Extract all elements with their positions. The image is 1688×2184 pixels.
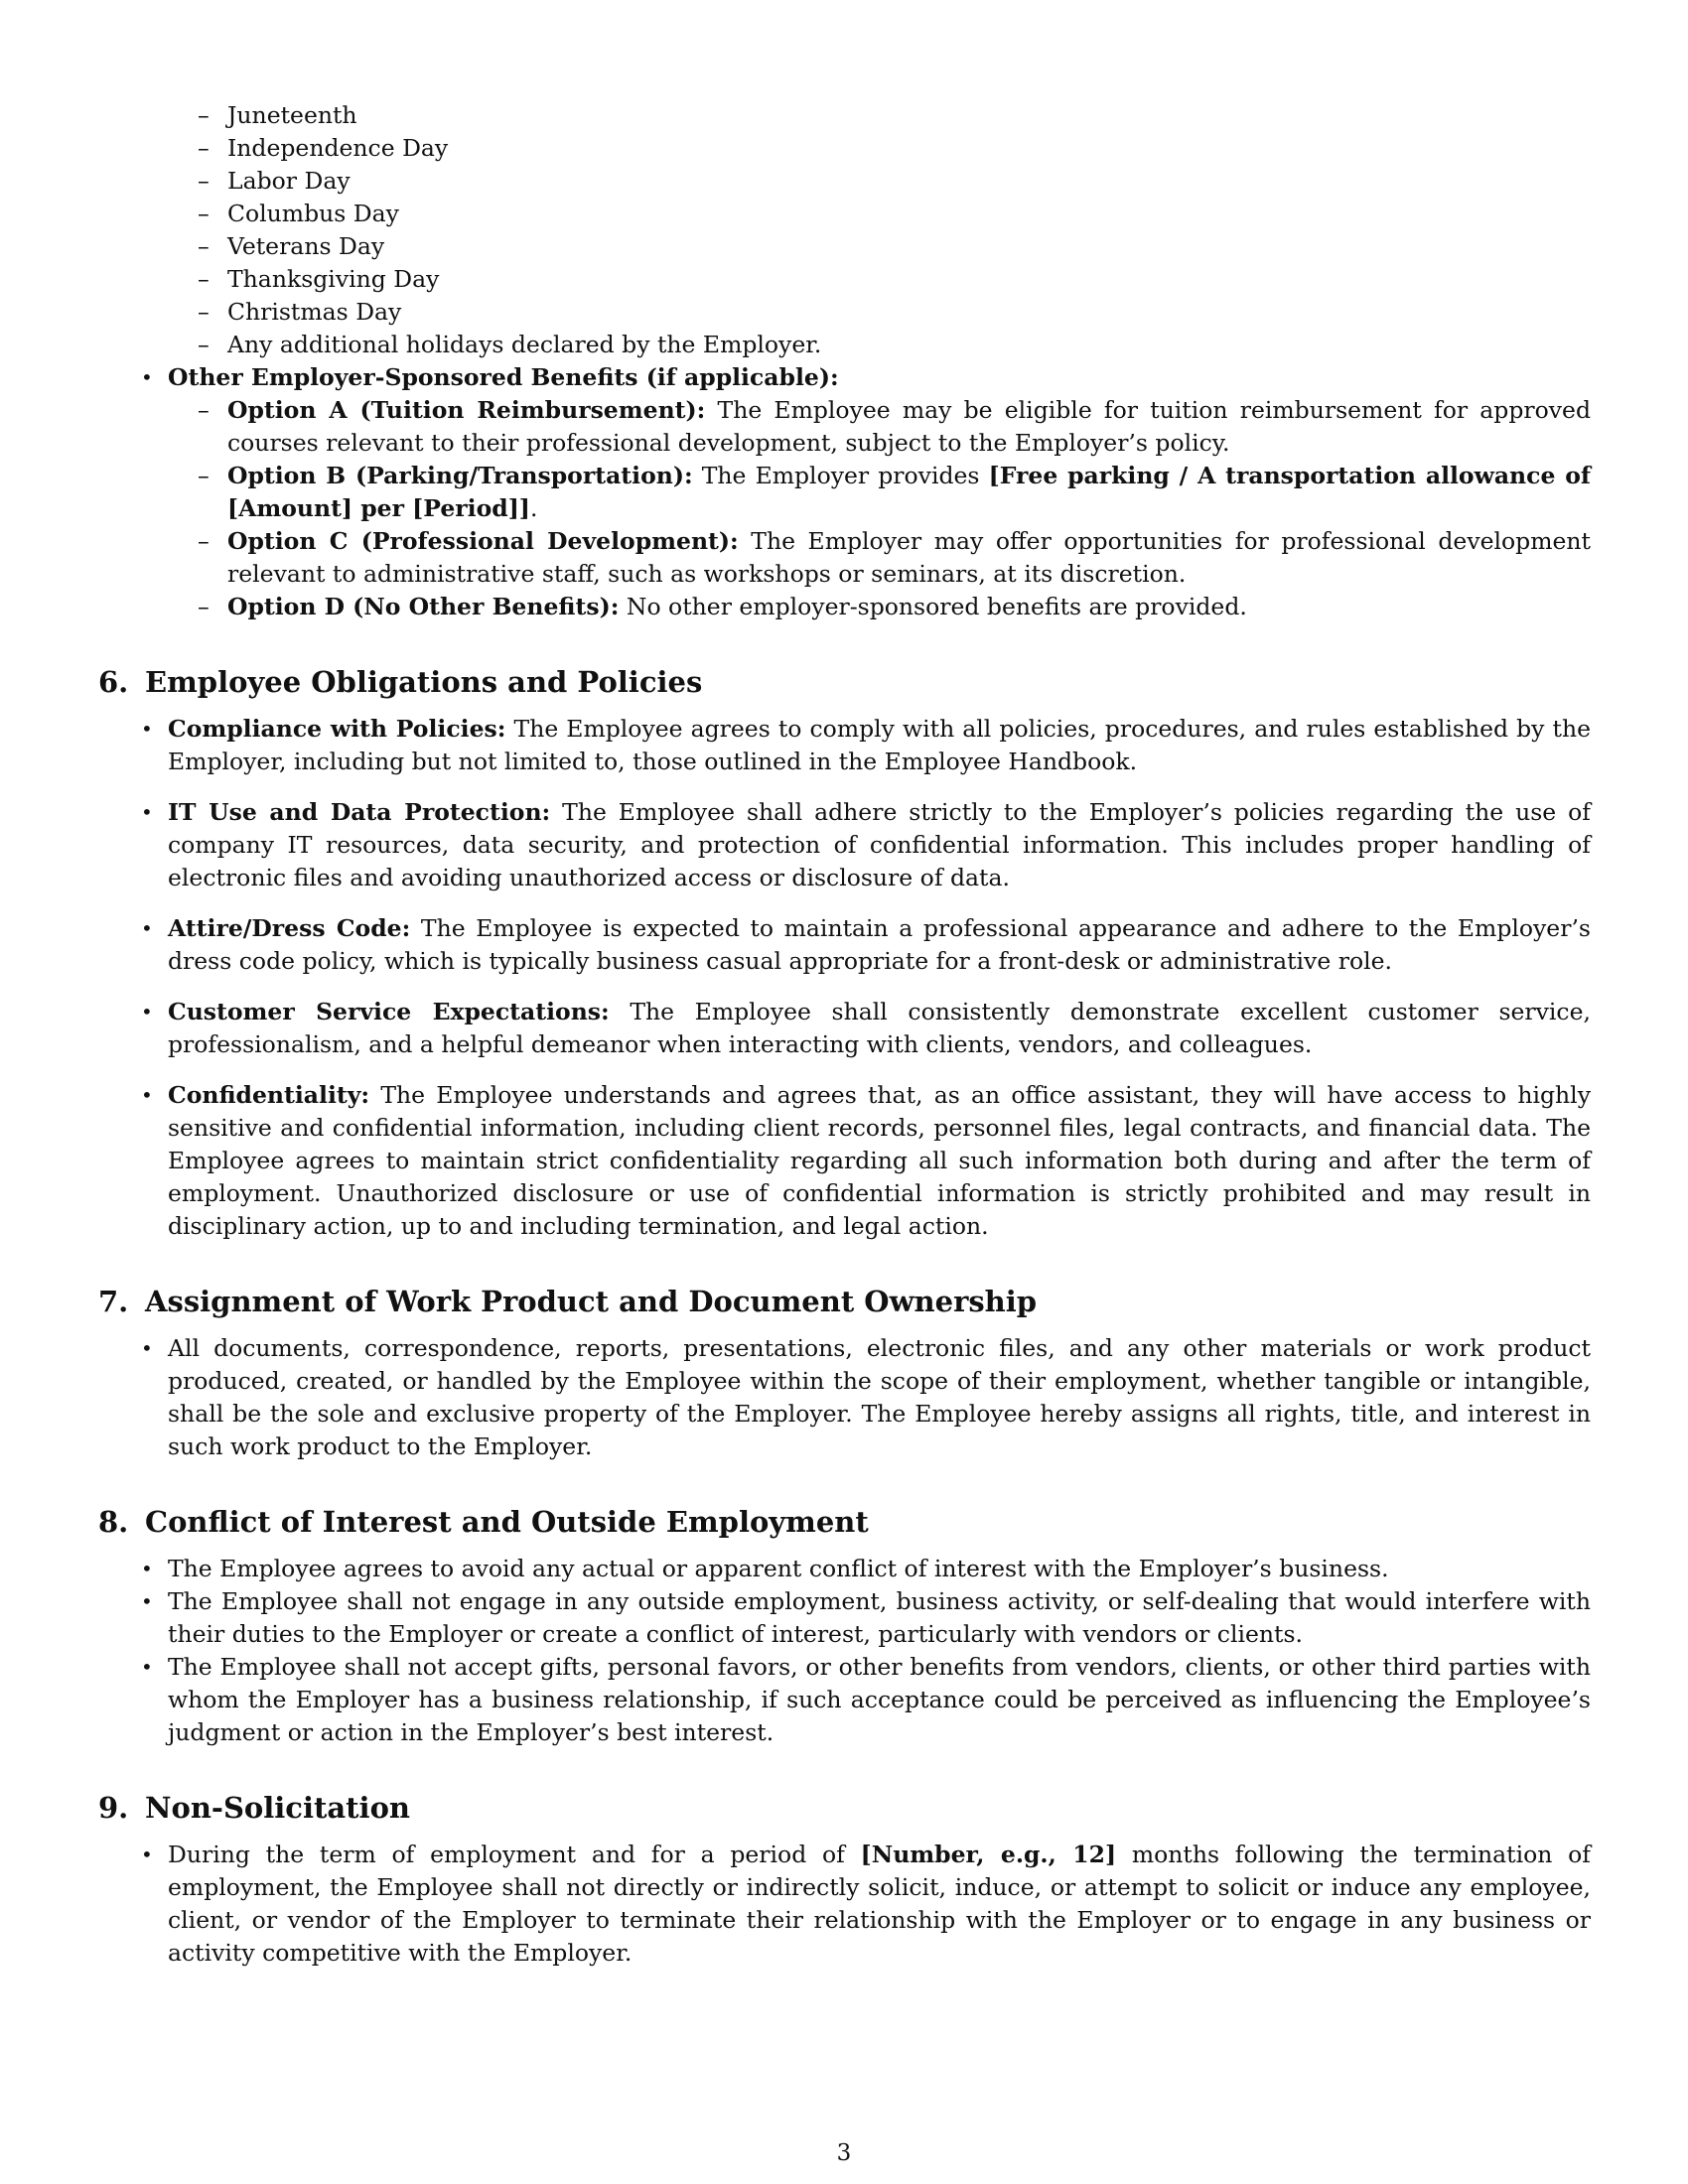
section-9-heading — [98, 1789, 1591, 1827]
other-benefits-item — [168, 361, 1591, 623]
item-placeholder: [Number, e.g., 12] — [860, 1841, 1117, 1868]
item-text: The Employee agrees to comply with all policies, procedures, and rules established by the Employer, including but not limited to, those outlined in the Employee Handbook. — [168, 715, 1591, 775]
section-title: Conflict of Interest and Outside Employment — [145, 1505, 869, 1539]
section-6-list — [98, 713, 1591, 1243]
item-label: Compliance with Policies: — [168, 715, 506, 743]
section-9-list — [98, 1839, 1591, 1970]
option-d-label: Option D (No Other Benefits): — [227, 593, 620, 620]
section-8-heading — [98, 1503, 1591, 1541]
list-item: • All documents, correspondence, reports, presentations, electronic files, and any other materials or work product produced, created, or handled by the Employee within the scope of their employment, whether tangible or intangible, shall be the sole and exclusive property of the Employer. The Employee hereby assigns all rights, title, and interest in such work product to the Employer. — [168, 1332, 1591, 1463]
holiday-item: – Thanksgiving Day — [227, 263, 1591, 296]
page-number: 3 — [836, 2140, 852, 2166]
holiday-item: – Christmas Day — [227, 296, 1591, 329]
section-title: Employee Obligations and Policies — [145, 665, 703, 699]
option-b-text: The Employer provides — [701, 462, 989, 489]
option-c-label: Option C (Professional Development): — [227, 527, 739, 555]
option-b-end: . — [529, 494, 538, 522]
other-benefits-list — [98, 361, 1591, 623]
item-label: IT Use and Data Protection: — [168, 798, 551, 826]
list-item — [168, 1079, 1591, 1243]
section-title: Non-Solicitation — [145, 1791, 410, 1825]
holiday-item: – Juneteenth — [227, 99, 1591, 132]
item-label: Customer Service Expectations: — [168, 998, 610, 1025]
holiday-item: – Labor Day — [227, 165, 1591, 198]
other-benefits-heading: Other Employer-Sponsored Benefits (if applicable): — [168, 363, 839, 391]
section-title: Assignment of Work Product and Document Ownership — [145, 1285, 1038, 1318]
option-a — [227, 394, 1591, 460]
list-item: • The Employee shall not accept gifts, personal favors, or other benefits from vendors, clients, or other third parties with whom the Employer has a business relationship, if such acceptance could be perceived as influencing the Employee’s judgment or action in the Employer’s best interest. — [168, 1651, 1591, 1749]
benefit-options-list — [168, 394, 1591, 623]
item-text: The Employee shall consistently demonstrate excellent customer service, professionalism, and a helpful demeanor when interacting with clients, vendors, and colleagues. — [168, 998, 1591, 1058]
option-b-label: Option B (Parking/Transportation): — [227, 462, 693, 489]
list-item — [168, 912, 1591, 978]
list-item — [168, 996, 1591, 1061]
list-item: • The Employee shall not engage in any outside employment, business activity, or self-dealing that would interfere with their duties to the Employer or create a conflict of interest, particularly with vendors or clients. — [168, 1585, 1591, 1651]
holiday-item: – Veterans Day — [227, 230, 1591, 263]
option-b — [227, 460, 1591, 525]
section-number: 6. — [98, 665, 129, 699]
option-a-label: Option A (Tuition Reimbursement): — [227, 396, 706, 424]
section-number: 8. — [98, 1505, 129, 1539]
section-number: 7. — [98, 1285, 129, 1318]
section-number: 9. — [98, 1791, 129, 1825]
holiday-item: – Any additional holidays declared by the Employer. — [227, 329, 1591, 361]
section-7-heading — [98, 1283, 1591, 1320]
item-text: During the term of employment and for a period of — [168, 1841, 861, 1868]
option-c-text: The Employer may offer opportunities for professional development relevant to administrative staff, such as workshops or seminars, at its discretion. — [227, 527, 1591, 588]
item-text-end: months following the termination of employment, the Employee shall not directly or indirectly solicit, induce, or attempt to solicit or induce any employee, client, or vendor of the Employer to terminate their relationship with the Employer or to engage in any business or activity competitive with the Employer. — [168, 1841, 1591, 1967]
section-8-list — [98, 1553, 1591, 1749]
holiday-list — [98, 99, 1591, 361]
item-text: The Employee shall adhere strictly to the Employer’s policies regarding the use of company IT resources, data security, and protection of confidential information. This includes proper handling of electronic files and avoiding unauthorized access or disclosure of data. — [168, 798, 1591, 891]
page-content — [98, 99, 1591, 1970]
item-text: The Employee understands and agrees that, as an office assistant, they will have access to highly sensitive and confidential information, including client records, personnel files, legal contracts, and financial data. The Employee agrees to maintain strict confidentiality regarding all such information both during and after the term of employment. Unauthorized disclosure or use of confidential information is strictly prohibited and may result in disciplinary action, up to and including termination, and legal action. — [168, 1081, 1591, 1240]
holiday-item: – Columbus Day — [227, 198, 1591, 230]
holiday-item: – Independence Day — [227, 132, 1591, 165]
item-label: Attire/Dress Code: — [168, 914, 411, 942]
list-item — [168, 1839, 1591, 1970]
option-d-text: No other employer-sponsored benefits are provided. — [626, 593, 1247, 620]
list-item — [168, 796, 1591, 894]
section-7-list — [98, 1332, 1591, 1463]
option-b-placeholder: [Free parking / A transportation allowance of [Amount] per [Period]] — [227, 462, 1591, 522]
item-text: The Employee is expected to maintain a professional appearance and adhere to the Employer’s dress code policy, which is typically business casual appropriate for a front-desk or administrative role. — [168, 914, 1591, 975]
list-item — [168, 713, 1591, 778]
list-item: • The Employee agrees to avoid any actual or apparent conflict of interest with the Employer’s business. — [168, 1553, 1591, 1585]
section-6-heading — [98, 663, 1591, 701]
option-d — [227, 591, 1591, 623]
item-label: Confidentiality: — [168, 1081, 370, 1109]
option-c — [227, 525, 1591, 591]
option-a-text: The Employee may be eligible for tuition reimbursement for approved courses relevant to their professional development, subject to the Employer’s policy. — [227, 396, 1591, 457]
